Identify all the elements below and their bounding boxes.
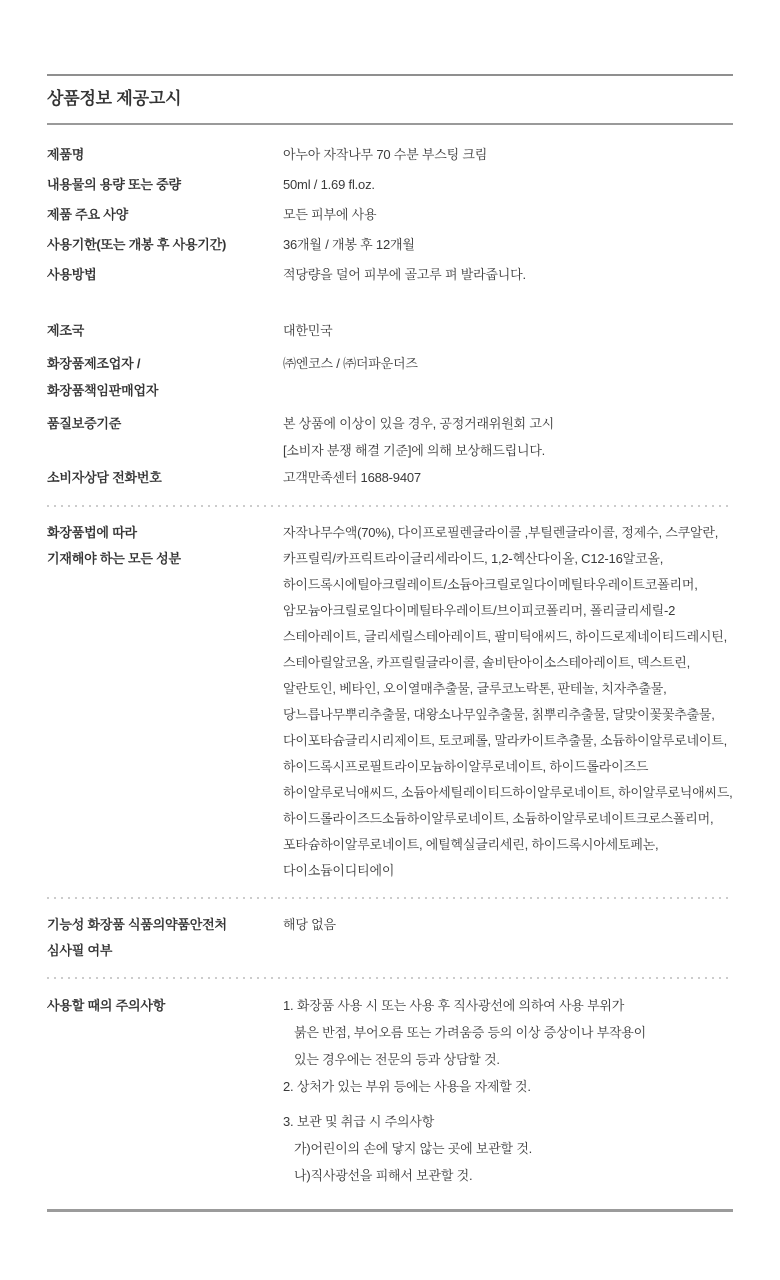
info-row-customer-service: [47, 464, 733, 491]
row-label-line: 화장품책임판매업자: [47, 383, 159, 398]
row-label-line: 기능성 화장품 식품의약품안전처: [47, 917, 227, 932]
caution-line: 2. 상처가 있는 부위 등에는 사용을 자제할 것.: [283, 1079, 531, 1094]
ingredient-line: 자작나무수액(70%), 다이프로필렌글라이콜 ,부틸렌글라이콜, 정제수, 스쿠알란,: [283, 525, 719, 540]
row-label-line: 화장품법에 따라: [47, 525, 137, 540]
caution-line: 가)어린이의 손에 닿지 않는 곳에 보관할 것.: [294, 1141, 533, 1156]
dotted-divider: [47, 977, 733, 979]
info-row-quality-assurance: [47, 410, 733, 464]
row-value: 모든 피부에 사용: [283, 207, 377, 222]
info-row-usage: [47, 260, 733, 290]
row-value-line: 본 상품에 이상이 있을 경우, 공정거래위원회 고시: [283, 416, 555, 431]
row-value: 적당량을 덜어 피부에 골고루 펴 발라줍니다.: [283, 267, 526, 282]
info-row-functional-approval: [47, 912, 733, 964]
row-value: 아누아 자작나무 70 수분 부스팅 크림: [283, 147, 488, 162]
row-label: [47, 912, 283, 964]
info-row-product-name: [47, 140, 733, 170]
ingredient-line: 하이알루로닉애씨드, 소듐아세틸레이티드하이알루로네이트, 하이알루로닉애씨드,: [283, 785, 733, 800]
ingredient-line: 다이소듐이디티에이: [283, 863, 395, 878]
ingredient-line: 하이드롤라이즈드소듐하이알루로네이트, 소듐하이알루로네이트크로스폴리머,: [283, 811, 714, 826]
row-label: 제품명: [47, 147, 85, 162]
info-row-volume: [47, 170, 733, 200]
info-row-expiry: [47, 230, 733, 260]
row-label: 사용할 때의 주의사항: [47, 998, 166, 1013]
caution-line: 있는 경우에는 전문의 등과 상담할 것.: [294, 1052, 500, 1067]
caution-line: 3. 보관 및 취급 시 주의사항: [283, 1114, 435, 1129]
row-value: 50ml / 1.69 fl.oz.: [283, 177, 375, 192]
row-label-line: 기재해야 하는 모든 성분: [47, 551, 181, 566]
row-label: 제조국: [47, 323, 85, 338]
ingredient-line: 암모늄아크릴로일다이메틸타우레이트/브이피코폴리머, 폴리글리세릴-2: [283, 603, 676, 618]
ingredient-line: 하이드록시프로필트라이모늄하이알루로네이트, 하이드롤라이즈드: [283, 759, 649, 774]
caution-line: 붉은 반점, 부어오름 또는 가려움증 등의 이상 증상이나 부작용이: [294, 1025, 647, 1040]
ingredient-line: 스테아레이트, 글리세릴스테아레이트, 팔미틱애씨드, 하이드로제네이티드레시틴,: [283, 629, 728, 644]
row-label: 사용방법: [47, 267, 97, 282]
page-title: 상품정보 제공고시: [47, 89, 182, 108]
ingredient-line: 스테아릴알코올, 카프릴릴글라이콜, 솔비탄아이소스테아레이트, 덱스트린,: [283, 655, 690, 670]
row-value: 고객만족센터 1688-9407: [283, 470, 421, 485]
caution-list: [283, 992, 733, 1189]
info-table: [47, 125, 733, 1189]
row-label-line: 심사필 여부: [47, 943, 113, 958]
row-value: 대한민국: [283, 323, 333, 338]
ingredient-line: 포타슘하이알루로네이트, 에틸헥실글리세린, 하이드록시아세토페논,: [283, 837, 659, 852]
row-label: 소비자상담 전화번호: [47, 470, 162, 485]
row-value: 36개월 / 개봉 후 12개월: [283, 237, 415, 252]
ingredients-list: [283, 520, 733, 884]
row-value-line: [소비자 분쟁 해결 기준]에 의해 보상해드립니다.: [283, 443, 546, 458]
info-row-spec: [47, 200, 733, 230]
row-value: [283, 410, 733, 464]
row-label: [47, 350, 283, 404]
row-label: 사용기한(또는 개봉 후 사용기간): [47, 237, 227, 252]
row-label: [47, 520, 283, 884]
row-label-line: 화장품제조업자 /: [47, 356, 141, 371]
ingredient-line: 하이드록시에틸아크릴레이트/소듐아크릴로일다이메틸타우레이트코폴리머,: [283, 577, 698, 592]
info-row-country: [47, 317, 733, 344]
row-label: 제품 주요 사양: [47, 207, 128, 222]
dotted-divider: [47, 897, 733, 899]
bottom-divider: [47, 1209, 733, 1212]
info-row-ingredients: [47, 520, 733, 884]
ingredient-line: 카프릴릭/카프릭트라이글리세라이드, 1,2-헥산다이올, C12-16알코올,: [283, 551, 664, 566]
row-value: ㈜엔코스 / ㈜더파운더즈: [283, 356, 418, 371]
ingredient-line: 당느릅나무뿌리추출물, 대왕소나무잎추출물, 칡뿌리추출물, 달맞이꽃꽃추출물,: [283, 707, 715, 722]
row-label: 품질보증기준: [47, 416, 122, 431]
caution-line: 1. 화장품 사용 시 또는 사용 후 직사광선에 의하여 사용 부위가: [283, 998, 625, 1013]
dotted-divider: [47, 505, 733, 507]
info-row-caution: [47, 992, 733, 1189]
caution-line: 나)직사광선을 피해서 보관할 것.: [294, 1168, 473, 1183]
ingredient-line: 다이포타슘글리시리제이트, 토코페롤, 말라카이트추출물, 소듐하이알루로네이트,: [283, 733, 728, 748]
row-label: 내용물의 용량 또는 중량: [47, 177, 181, 192]
ingredient-line: 알란토인, 베타인, 오이열매추출물, 글루코노락톤, 판테놀, 치자추출물,: [283, 681, 667, 696]
row-value: 해당 없음: [283, 917, 336, 932]
info-row-manufacturer: [47, 350, 733, 404]
